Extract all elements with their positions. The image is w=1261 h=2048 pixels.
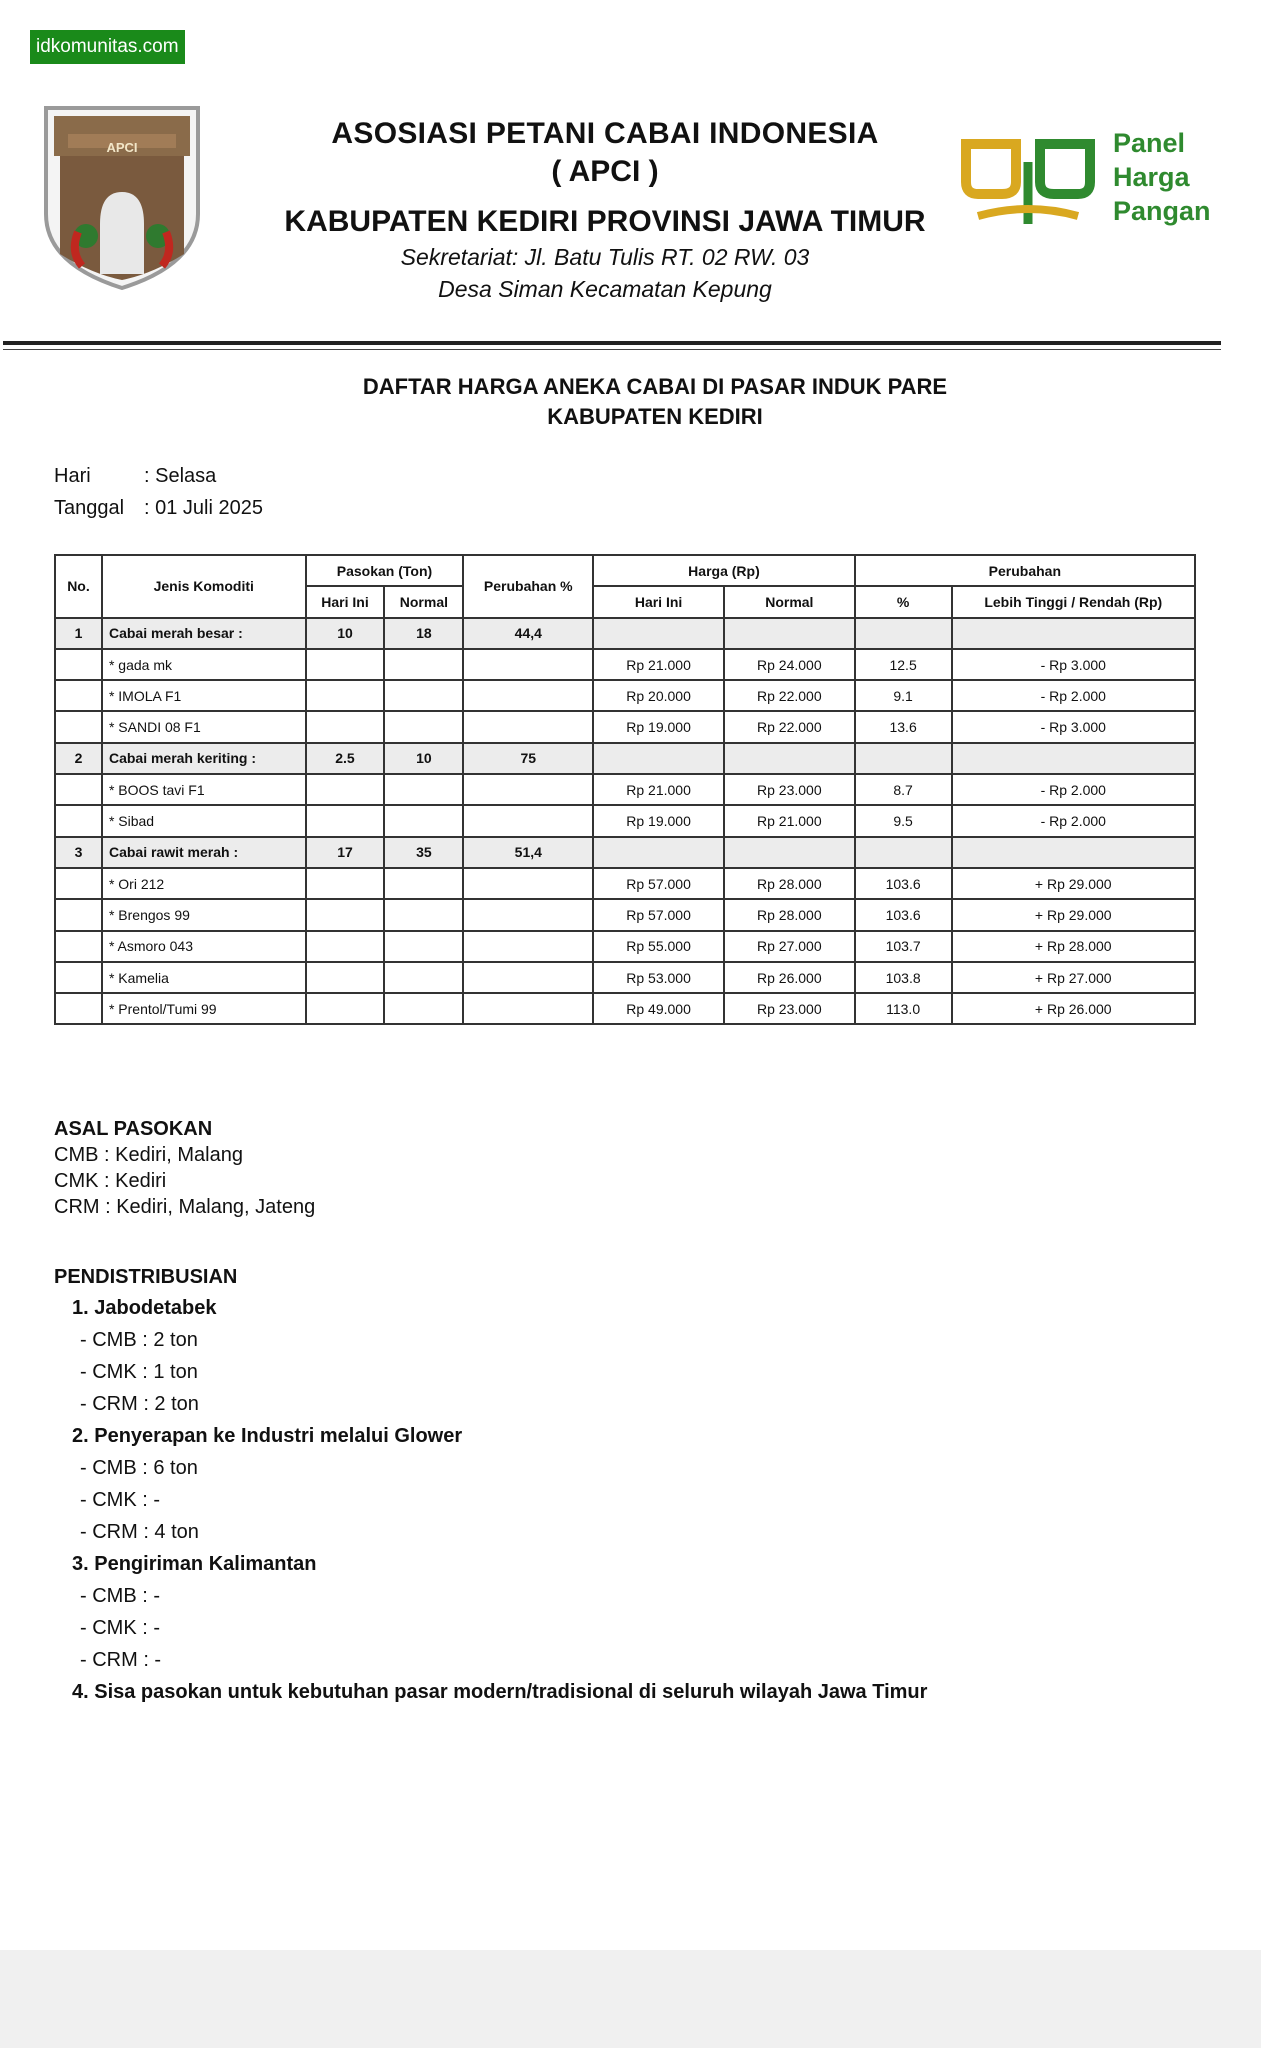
cell-supply-normal [384, 649, 463, 680]
header-supply-normal: Normal [384, 586, 463, 617]
title-line-2: KABUPATEN KEDIRI [547, 404, 763, 429]
cell-supply-normal: 18 [384, 618, 463, 649]
cell-change-pct [855, 743, 952, 774]
origin-line: CRM : Kediri, Malang, Jateng [54, 1196, 316, 1218]
cell-supply-normal [384, 680, 463, 711]
table-row [55, 931, 1195, 962]
cell-commodity: * Asmoro 043 [102, 931, 306, 962]
cell-no [55, 899, 102, 930]
cell-supply-today [306, 868, 385, 899]
origin-line: CMK : Kediri [54, 1170, 167, 1192]
sprout-icon [958, 132, 1098, 232]
cell-price-normal: Rp 26.000 [724, 962, 855, 993]
cell-price-normal: Rp 24.000 [724, 649, 855, 680]
cell-change-pct: 103.8 [855, 962, 952, 993]
cell-change-pct: 103.7 [855, 931, 952, 962]
panel-harga-pangan-logo [958, 126, 1218, 236]
cell-price-normal: Rp 23.000 [724, 993, 855, 1024]
cell-no: 3 [55, 837, 102, 868]
cell-supply-today [306, 711, 385, 742]
cell-change-diff [952, 618, 1195, 649]
header-change: Perubahan [855, 555, 1195, 586]
cell-supply-change [463, 649, 593, 680]
table-row [55, 993, 1195, 1024]
cell-price-normal [724, 837, 855, 868]
cell-commodity: * BOOS tavi F1 [102, 774, 306, 805]
cell-supply-normal [384, 931, 463, 962]
cell-commodity: * IMOLA F1 [102, 680, 306, 711]
distribution-item: - CRM : 4 ton [80, 1521, 199, 1543]
cell-price-normal: Rp 22.000 [724, 711, 855, 742]
cell-change-diff [952, 743, 1195, 774]
cell-change-diff: + Rp 29.000 [952, 868, 1195, 899]
cell-supply-today [306, 962, 385, 993]
cell-no [55, 774, 102, 805]
distribution-item: - CMK : - [80, 1489, 160, 1511]
cell-change-pct: 12.5 [855, 649, 952, 680]
table-row [55, 899, 1195, 930]
cell-change-pct: 9.1 [855, 680, 952, 711]
cell-supply-change [463, 680, 593, 711]
cell-change-pct: 103.6 [855, 899, 952, 930]
cell-supply-normal [384, 993, 463, 1024]
cell-no [55, 868, 102, 899]
partner-logo-line-3: Pangan [1113, 196, 1211, 226]
cell-change-diff: - Rp 2.000 [952, 680, 1195, 711]
report-meta [54, 460, 263, 524]
cell-price-today: Rp 49.000 [593, 993, 724, 1024]
cell-change-diff: + Rp 27.000 [952, 962, 1195, 993]
cell-supply-today [306, 899, 385, 930]
cell-commodity: Cabai merah keriting : [102, 743, 306, 774]
header-divider-thin [3, 349, 1221, 350]
day-value: : Selasa [144, 465, 217, 487]
cell-supply-today: 2.5 [306, 743, 385, 774]
cell-commodity: * Kamelia [102, 962, 306, 993]
cell-commodity: Cabai rawit merah : [102, 837, 306, 868]
distribution-item: - CMK : 1 ton [80, 1361, 198, 1383]
origin-heading: ASAL PASOKAN [54, 1118, 213, 1140]
header-price: Harga (Rp) [593, 555, 855, 586]
cell-supply-normal [384, 774, 463, 805]
header-price-normal: Normal [724, 586, 855, 617]
table-row [55, 962, 1195, 993]
price-table-body [55, 618, 1195, 1025]
table-group-row [55, 618, 1195, 649]
cell-change-pct [855, 837, 952, 868]
partner-logo-line-1: Panel [1113, 128, 1186, 158]
cell-price-today [593, 743, 724, 774]
cell-change-diff [952, 837, 1195, 868]
cell-change-pct: 103.6 [855, 868, 952, 899]
apci-seal-logo [42, 104, 202, 290]
watermark-label: idkomunitas.com [30, 30, 185, 64]
cell-no [55, 931, 102, 962]
cell-price-normal: Rp 28.000 [724, 868, 855, 899]
cell-supply-change [463, 931, 593, 962]
header-supply: Pasokan (Ton) [306, 555, 464, 586]
cell-supply-normal [384, 962, 463, 993]
table-row [55, 680, 1195, 711]
org-region: KABUPATEN KEDIRI PROVINSI JAWA TIMUR [284, 205, 926, 238]
distribution-group-title: 4. Sisa pasokan untuk kebutuhan pasar modern/tradisional di seluruh wilayah Jawa Timur [72, 1681, 928, 1703]
cell-commodity: * Brengos 99 [102, 899, 306, 930]
distribution-heading: PENDISTRIBUSIAN [54, 1266, 238, 1288]
title-line-1: DAFTAR HARGA ANEKA CABAI DI PASAR INDUK PARE [362, 374, 948, 399]
page-bottom-band [0, 1950, 1261, 2048]
cell-change-diff: - Rp 2.000 [952, 774, 1195, 805]
cell-change-diff: - Rp 3.000 [952, 649, 1195, 680]
cell-supply-today [306, 649, 385, 680]
cell-price-normal: Rp 21.000 [724, 805, 855, 836]
header-supply-change: Perubahan % [463, 555, 593, 618]
cell-change-pct: 8.7 [855, 774, 952, 805]
cell-supply-normal [384, 868, 463, 899]
table-row [55, 868, 1195, 899]
cell-change-pct [855, 618, 952, 649]
cell-supply-normal [384, 805, 463, 836]
cell-supply-change [463, 868, 593, 899]
cell-no: 2 [55, 743, 102, 774]
header-divider-thick [3, 341, 1221, 345]
partner-logo-line-2: Harga [1113, 162, 1190, 192]
cell-supply-change: 75 [463, 743, 593, 774]
cell-supply-today [306, 774, 385, 805]
cell-supply-change [463, 993, 593, 1024]
date-value: : 01 Juli 2025 [144, 497, 263, 519]
cell-change-pct: 13.6 [855, 711, 952, 742]
seal-text: APCI [106, 140, 138, 155]
partner-logo-text [1113, 126, 1211, 228]
cell-change-pct: 113.0 [855, 993, 952, 1024]
cell-price-today: Rp 57.000 [593, 899, 724, 930]
cell-change-diff: - Rp 2.000 [952, 805, 1195, 836]
cell-price-today: Rp 20.000 [593, 680, 724, 711]
cell-no [55, 711, 102, 742]
document-title [0, 372, 1261, 432]
header-change-diff: Lebih Tinggi / Rendah (Rp) [952, 586, 1195, 617]
cell-no [55, 649, 102, 680]
cell-price-normal: Rp 27.000 [724, 931, 855, 962]
distribution-item: - CMB : 6 ton [80, 1457, 198, 1479]
cell-supply-change [463, 774, 593, 805]
supply-origin [54, 1116, 315, 1220]
cell-price-today: Rp 21.000 [593, 649, 724, 680]
cell-change-diff: + Rp 28.000 [952, 931, 1195, 962]
date-label: Tanggal [54, 497, 125, 519]
cell-supply-today: 10 [306, 618, 385, 649]
cell-supply-change [463, 711, 593, 742]
cell-supply-change: 51,4 [463, 837, 593, 868]
distribution-section [54, 1262, 927, 1708]
cell-price-normal: Rp 28.000 [724, 899, 855, 930]
cell-commodity: Cabai merah besar : [102, 618, 306, 649]
cell-no: 1 [55, 618, 102, 649]
org-abbreviation: ( APCI ) [551, 155, 659, 188]
cell-change-diff: + Rp 26.000 [952, 993, 1195, 1024]
table-row [55, 774, 1195, 805]
address-line-1: Sekretariat: Jl. Batu Tulis RT. 02 RW. 03 [400, 244, 810, 270]
origin-line: CMB : Kediri, Malang [54, 1144, 243, 1166]
cell-supply-today [306, 993, 385, 1024]
cell-supply-today [306, 931, 385, 962]
cell-price-today: Rp 19.000 [593, 805, 724, 836]
cell-supply-normal: 10 [384, 743, 463, 774]
cell-price-today: Rp 53.000 [593, 962, 724, 993]
cell-supply-change [463, 962, 593, 993]
cell-commodity: * gada mk [102, 649, 306, 680]
table-row [55, 711, 1195, 742]
cell-commodity: * Sibad [102, 805, 306, 836]
header-supply-today: Hari Ini [306, 586, 385, 617]
cell-supply-change [463, 805, 593, 836]
cell-supply-today [306, 805, 385, 836]
distribution-item: - CRM : 2 ton [80, 1393, 199, 1415]
distribution-group-title: 3. Pengiriman Kalimantan [72, 1553, 317, 1575]
table-group-row [55, 837, 1195, 868]
cell-change-pct: 9.5 [855, 805, 952, 836]
cell-price-today [593, 618, 724, 649]
table-row [55, 805, 1195, 836]
cell-change-diff: + Rp 29.000 [952, 899, 1195, 930]
cell-no [55, 680, 102, 711]
header-change-pct: % [855, 586, 952, 617]
header-no: No. [55, 555, 102, 618]
header-commodity: Jenis Komoditi [102, 555, 306, 618]
cell-supply-change: 44,4 [463, 618, 593, 649]
cell-change-diff: - Rp 3.000 [952, 711, 1195, 742]
cell-supply-change [463, 899, 593, 930]
cell-supply-normal [384, 899, 463, 930]
org-name: ASOSIASI PETANI CABAI INDONESIA [331, 117, 879, 150]
cell-price-today [593, 837, 724, 868]
distribution-item: - CRM : - [80, 1649, 162, 1671]
distribution-group-title: 2. Penyerapan ke Industri melalui Glower [72, 1425, 463, 1447]
day-label: Hari [54, 465, 91, 487]
distribution-item: - CMB : - [80, 1585, 160, 1607]
table-row [55, 649, 1195, 680]
price-table [54, 554, 1196, 1025]
distribution-group-title: 1. Jabodetabek [72, 1297, 217, 1319]
cell-supply-today: 17 [306, 837, 385, 868]
cell-commodity: * Prentol/Tumi 99 [102, 993, 306, 1024]
cell-price-today: Rp 19.000 [593, 711, 724, 742]
cell-price-normal [724, 743, 855, 774]
cell-price-today: Rp 55.000 [593, 931, 724, 962]
cell-price-normal: Rp 23.000 [724, 774, 855, 805]
cell-price-normal [724, 618, 855, 649]
cell-price-today: Rp 21.000 [593, 774, 724, 805]
cell-supply-normal: 35 [384, 837, 463, 868]
cell-no [55, 805, 102, 836]
cell-supply-today [306, 680, 385, 711]
cell-no [55, 993, 102, 1024]
distribution-item: - CMB : 2 ton [80, 1329, 198, 1351]
cell-no [55, 962, 102, 993]
table-group-row [55, 743, 1195, 774]
letterhead [220, 115, 990, 305]
cell-commodity: * SANDI 08 F1 [102, 711, 306, 742]
cell-supply-normal [384, 711, 463, 742]
cell-price-normal: Rp 22.000 [724, 680, 855, 711]
cell-commodity: * Ori 212 [102, 868, 306, 899]
address-line-2: Desa Siman Kecamatan Kepung [438, 276, 772, 302]
distribution-item: - CMK : - [80, 1617, 160, 1639]
header-price-today: Hari Ini [593, 586, 724, 617]
cell-price-today: Rp 57.000 [593, 868, 724, 899]
